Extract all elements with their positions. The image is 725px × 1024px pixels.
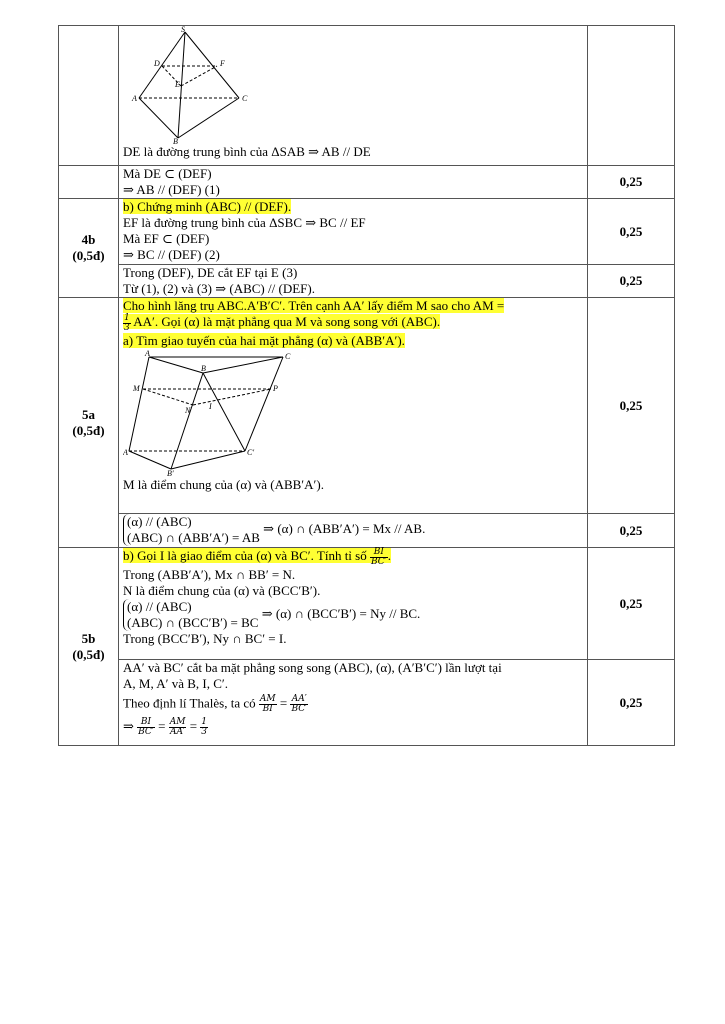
table-row	[59, 26, 675, 166]
table-row	[59, 166, 675, 199]
problem-statement: Cho hình lăng trụ ABC.A′B′C′. Trên cạnh AA′ lấy điểm M sao cho AM =	[123, 298, 505, 313]
text-line: M là điểm chung của (α) và (ABB′A′).	[123, 477, 324, 492]
text-line: Trong (DEF), DE cắt EF tại E (3)	[123, 265, 298, 280]
score-value: 0,25	[588, 298, 675, 514]
fig-label-n: N	[185, 406, 191, 415]
question-points: (0,5đ)	[72, 422, 105, 438]
fig-label-f: F	[220, 59, 225, 68]
row-label-cell	[59, 166, 119, 199]
question-label: 5a	[82, 406, 95, 422]
text-line: N là điểm chung của (α) và (BCC′B′).	[123, 583, 321, 598]
question-heading: b) Gọi I là giao điểm của (α) và BC′. Tính tỉ số	[123, 548, 367, 564]
fraction: $\frac{BI}{BC'}$	[370, 547, 387, 567]
fig-label-s: S	[181, 26, 185, 34]
content-cell	[119, 166, 588, 199]
table-row	[59, 199, 675, 265]
text-line: Theo định lí Thalès, ta có	[123, 695, 256, 711]
score-value: 0,25	[588, 199, 675, 265]
text-line: Trong (ABB′A′), Mx ∩ BB′ = N.	[123, 567, 296, 582]
fig-label-m: M	[133, 384, 140, 393]
problem-statement-cont: AA′. Gọi (α) là mặt phẳng qua M và song song với (ABC).	[133, 314, 441, 330]
text-line: EF là đường trung bình của ΔSBC ⇒ BC // EF	[123, 215, 366, 230]
text-line: ⇒ AB // (DEF) (1)	[123, 182, 220, 197]
pyramid-figure	[123, 26, 253, 144]
text-line: Mà EF ⊂ (DEF)	[123, 231, 210, 246]
prism-figure	[123, 349, 313, 477]
equation-system: (α) // (ABC) (ABC) ∩ (BCC′B′) = BC	[123, 599, 258, 631]
row-label-cell	[59, 199, 119, 298]
fig-label-d: D	[154, 59, 160, 68]
question-heading: a) Tìm giao tuyến của hai mặt phẳng (α) và (ABB′A′).	[123, 333, 405, 348]
result-text: ⇒ (α) ∩ (ABB′A′) = Mx // AB.	[263, 520, 426, 536]
fig-label-a: A	[132, 94, 137, 103]
question-label: 5b	[81, 630, 96, 646]
fraction: $\frac{AM}{BI}$	[259, 694, 276, 714]
text-line: Trong (BCC′B′), Ny ∩ BC′ = I.	[123, 631, 287, 646]
fraction: $\frac{AM}{AA'}$	[169, 717, 186, 737]
score-value: 0,25	[588, 166, 675, 199]
score-value: 0,25	[588, 514, 675, 548]
fig-label-a: A	[145, 349, 150, 358]
question-points: (0,5đ)	[72, 248, 105, 263]
text-line: DE là đường trung bình của ΔSAB ⇒ AB // DE	[123, 144, 371, 159]
question-points: (0,5đ)	[72, 646, 105, 662]
fig-label-a-prime: A′	[123, 448, 130, 457]
fig-label-i: I	[209, 402, 212, 411]
content-cell	[119, 199, 588, 265]
score-value: 0,25	[588, 548, 675, 660]
table-row	[59, 548, 675, 660]
text-line: Từ (1), (2) và (3) ⇒ (ABC) // (DEF).	[123, 281, 315, 296]
text-line: AA′ và BC′ cắt ba mặt phẳng song song (ABC), (α), (A′B′C′) lần lượt tại	[123, 660, 502, 675]
content-cell: b) Gọi I là giao điểm của (α) và BC′. Tính tỉ số $\frac{BI}{BC'}$ . Trong (ABB′A′), Mx ∩ BB′ = N. N là điểm chung của (α) và (BCC′B′). (α) // (ABC) (ABC) ∩ (BCC′B′) = BC ⇒ (α) ∩ (BCC′B′) = Ny // BC. Trong (BCC′B′), Ny ∩ BC′ = I.	[119, 548, 588, 660]
row-label-cell	[59, 548, 119, 746]
row-label-cell	[59, 298, 119, 548]
table-row	[59, 298, 675, 514]
implies-symbol: ⇒	[123, 718, 134, 734]
score-cell	[588, 26, 675, 166]
text-line: A, M, A′ và B, I, C′.	[123, 676, 228, 691]
fig-label-b: B	[173, 137, 178, 144]
question-heading: b) Chứng minh (ABC) // (DEF).	[123, 199, 292, 214]
table-row	[59, 265, 675, 298]
text-line: Mà DE ⊂ (DEF)	[123, 166, 212, 181]
fig-label-b-prime: B′	[167, 469, 174, 477]
row-label-cell	[59, 26, 119, 166]
question-label: 4b	[81, 232, 96, 247]
content-cell	[119, 514, 588, 548]
table-row	[59, 660, 675, 746]
content-cell: AA′ và BC′ cắt ba mặt phẳng song song (ABC), (α), (A′B′C′) lần lượt tại A, M, A′ và B, I, C′. Theo định lí Thalès, ta có $\frac{AM}{BI}$ = $\frac{AA'}{BC'}$ ⇒ $\frac{BI}{BC'}$ = $\frac{AM}{AA'}$ = $\frac{1}{3}$	[119, 660, 588, 746]
fraction: $\frac{BI}{BC'}$	[138, 717, 154, 737]
score-value: 0,25	[588, 265, 675, 298]
equation-system: (α) // (ABC) (ABC) ∩ (ABB′A′) = AB	[123, 514, 260, 546]
fig-label-c: C	[242, 94, 248, 103]
fraction: $\frac{1}{3}$	[201, 717, 208, 737]
fraction: $\frac{AA'}{BC'}$	[291, 694, 308, 714]
score-value: 0,25	[588, 660, 675, 746]
content-cell	[119, 26, 588, 166]
text-line: ⇒ BC // (DEF) (2)	[123, 247, 220, 262]
table-row	[59, 514, 675, 548]
answer-table	[58, 25, 675, 746]
fig-label-e: E	[175, 80, 180, 89]
fraction: $\frac{1}{3}$	[124, 313, 130, 333]
fig-label-c-prime: C′	[247, 448, 255, 457]
fig-label-p: P	[273, 384, 278, 393]
content-cell	[119, 298, 588, 514]
fig-label-b: B	[201, 364, 206, 373]
content-cell	[119, 265, 588, 298]
result-text: ⇒ (α) ∩ (BCC′B′) = Ny // BC.	[261, 605, 421, 621]
fig-label-c: C	[285, 352, 291, 361]
